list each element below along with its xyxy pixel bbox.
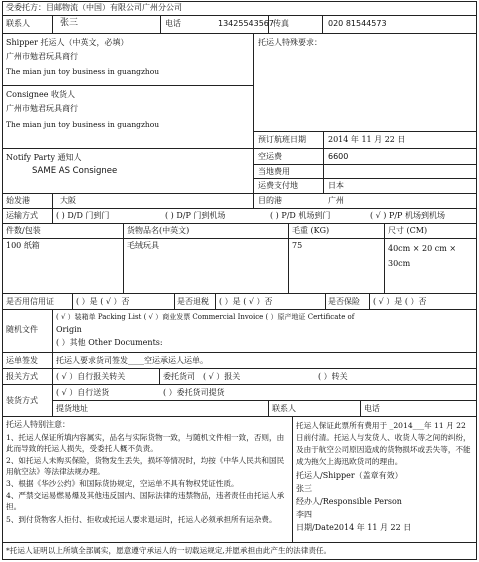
customs-label: 报关方式 (6, 372, 38, 381)
origin-port-value: 大阪 (60, 196, 76, 205)
pickup-phone-label: 电话 (364, 404, 380, 413)
waybill-issue-label: 运单签发 (6, 356, 38, 365)
cargo-dims: 40cm × 20 cm × 30cm (388, 244, 457, 268)
documents-label: 随机文件 (6, 325, 38, 334)
fax-value: 020 81544573 (328, 19, 387, 28)
rule (2, 33, 477, 34)
shipper-title: Shipper 托运人（中英文，必填） (6, 38, 129, 47)
rule (72, 293, 73, 309)
local-fee-label: 当地费用 (258, 167, 290, 176)
payment-place-label: 运费支付地 (258, 181, 298, 190)
pickup-address-label: 提货地址 (56, 404, 88, 413)
footer-statement: *托运人证明以上所填全部属实，愿意遵守承运人的一切载运规定,并愿承担由此产生的法律责任。 (6, 546, 332, 555)
rule (160, 15, 161, 33)
rule (174, 293, 175, 309)
contact-value: 张三 (60, 18, 79, 28)
rule (2, 368, 477, 369)
insurance-label: 是否保险 (328, 297, 360, 306)
sign-date: 日期/Date2014 年 11 月 22 日 (296, 523, 412, 532)
rule (369, 293, 370, 309)
handler-value: 李四 (296, 510, 312, 519)
notes-item-1: 1、托运人保证所填内容属实，品名与实际货物一致，与随机文件相一致，否则，由此而导致的托运人损失，受委托人概不负责。 (6, 433, 285, 453)
phone-label: 电话 (165, 19, 181, 28)
shipper-name-en: The mian jun toy business in guangzhou (6, 67, 160, 76)
rule (52, 193, 53, 208)
cargo-header-dims: 尺寸 (CM) (388, 226, 428, 235)
loading-pickup-option[interactable]: ( ）委托货司提货 (163, 388, 225, 397)
customs-transit-option[interactable]: ( ）转关 (318, 372, 348, 381)
loading-label: 装货方式 (6, 396, 38, 405)
notify-title: Notify Party 通知人 (6, 153, 82, 162)
origin-port-label: 始发港 (6, 196, 30, 205)
waybill-issue-value: 托运人要求货司签发____空运承运人运单。 (56, 356, 208, 365)
lc-options[interactable]: ( ）是 ( √ ）否 (76, 297, 130, 306)
transport-option-pp[interactable]: ( √ ) P/P 机场到机场 (370, 211, 445, 220)
rule (52, 208, 53, 223)
rule (2, 148, 477, 149)
cargo-header-desc: 货物品名(中英文) (127, 226, 190, 235)
tax-refund-options[interactable]: ( ）是 ( √ ）否 (219, 297, 273, 306)
rule (360, 400, 361, 416)
insurance-options[interactable]: ( √ ）是 ( ）否 (373, 297, 427, 306)
rule (253, 178, 477, 179)
notes-item-3: 3、根据《华沙公约》和国际货协规定，空运单不具有物权凭证性质。 (6, 479, 239, 488)
flight-date-label: 预订航班日期 (258, 135, 306, 144)
rule (52, 400, 477, 401)
shipper-name-cn: 广州市勉君玩具商行 (6, 52, 78, 61)
flight-date-value: 2014 年 11 月 22 日 (328, 135, 406, 144)
notes-item-2: 2、如托运人未购买保险，货物发生丢失，损坏等情况时，均按《中华人民共和国民用航空法》等法律法规办理。 (6, 456, 285, 476)
rule (253, 131, 477, 132)
rule (159, 368, 160, 384)
rule (52, 309, 53, 416)
tax-refund-label: 是否退税 (177, 297, 209, 306)
shipper-sign-label: 托运人/Shipper（盖章有效） (296, 471, 403, 480)
rule (323, 131, 324, 193)
dest-port-value: 广州 (328, 196, 344, 205)
guarantee-text: 托运人保证此票所有费用于 _2014___年 11 月 22 日前付清。托运人与发货人、收货人等之间的纠纷，及由于航空公司原因造成的货物损坏或丢失等，不能成为拖欠上海迅欧货司的理由。 (296, 421, 471, 466)
rule (2, 352, 477, 353)
handler-label: 经办人/Responsible Person (296, 497, 402, 506)
notes-title: 托运人特别注意： (6, 420, 70, 429)
rule (2, 15, 477, 16)
consignee-title: Consignee 收货人 (6, 90, 76, 99)
rule (268, 400, 269, 416)
cargo-header-weight: 毛重 (KG) (292, 226, 330, 235)
phone-value: 13425543567 (218, 19, 274, 28)
rule (288, 223, 289, 293)
rule (2, 223, 477, 224)
cargo-header-qty: 件数/包装 (6, 226, 41, 235)
rule (2, 208, 477, 209)
rule (384, 223, 385, 293)
rule (2, 309, 477, 310)
documents-line-2: Origin (56, 325, 82, 334)
rule (253, 164, 477, 165)
documents-line-3[interactable]: ( ）其他 Other Documents: (56, 338, 163, 347)
customs-self-option[interactable]: ( √ ）自行报关转关 (56, 372, 126, 381)
rule (322, 15, 323, 33)
contact-label: 联系人 (6, 19, 30, 28)
cargo-desc: 毛绒玩具 (127, 241, 159, 250)
documents-line-1[interactable]: ( √ ）装箱单 Packing List ( √ ）商业发票 Commercial Invoice ( ）原产地证 Certificate of (56, 313, 355, 321)
dest-port-label: 目的港 (258, 196, 282, 205)
transport-label: 运输方式 (6, 211, 38, 220)
rule (325, 293, 326, 309)
fax-label: 传真 (273, 19, 289, 28)
rule (253, 33, 254, 208)
rule (2, 238, 477, 239)
transport-option-dd[interactable]: ( ) D/D 门到门 (56, 211, 110, 220)
transport-option-dp[interactable]: ( ) D/P 门到机场 (165, 211, 226, 220)
transport-option-pd[interactable]: ( ) P/D 机场到门 (270, 211, 331, 220)
customs-declare-option[interactable]: ( √ ）报关 (203, 372, 241, 381)
rule (2, 542, 477, 543)
payment-place-value: 日本 (328, 181, 344, 190)
consignee-name-en: The mian jun toy business in guangzhou (6, 120, 160, 129)
rule (2, 384, 477, 385)
air-freight-value: 6600 (328, 152, 349, 161)
rule (2, 416, 477, 417)
notes-item-4: 4、严禁交运易燃易爆及其他违反国内、国际法律的违禁物品，违者责任由托运人承担。 (6, 491, 285, 511)
consignee-name-cn: 广州市勉君玩具商行 (6, 104, 78, 113)
lc-label: 是否用信用证 (6, 297, 54, 306)
client-company: 受委托方：目邮物流（中国）有限公司广州分公司 (6, 3, 182, 12)
customs-agency-label: 委托货司 (163, 372, 195, 381)
rule (52, 15, 53, 33)
notify-value: SAME AS Consignee (32, 166, 118, 176)
rule (292, 416, 293, 542)
shipper-sign-value: 张三 (296, 484, 312, 493)
rule (215, 293, 216, 309)
cargo-weight: 75 (292, 241, 303, 250)
notes-item-5: 5、到付货物客人拒付、拒收或托运人要求退运时，托运人必须承担所有运杂费。 (6, 515, 277, 524)
rule (2, 293, 477, 294)
air-freight-label: 空运费 (258, 152, 282, 161)
pickup-contact-label: 联系人 (272, 404, 296, 413)
cargo-qty: 100 纸箱 (6, 241, 40, 250)
loading-self-option[interactable]: ( √ ）自行送货 (56, 388, 110, 397)
special-request-label: 托运人特殊要求： (258, 38, 322, 47)
rule (2, 85, 253, 86)
rule (2, 193, 477, 194)
rule (123, 223, 124, 293)
